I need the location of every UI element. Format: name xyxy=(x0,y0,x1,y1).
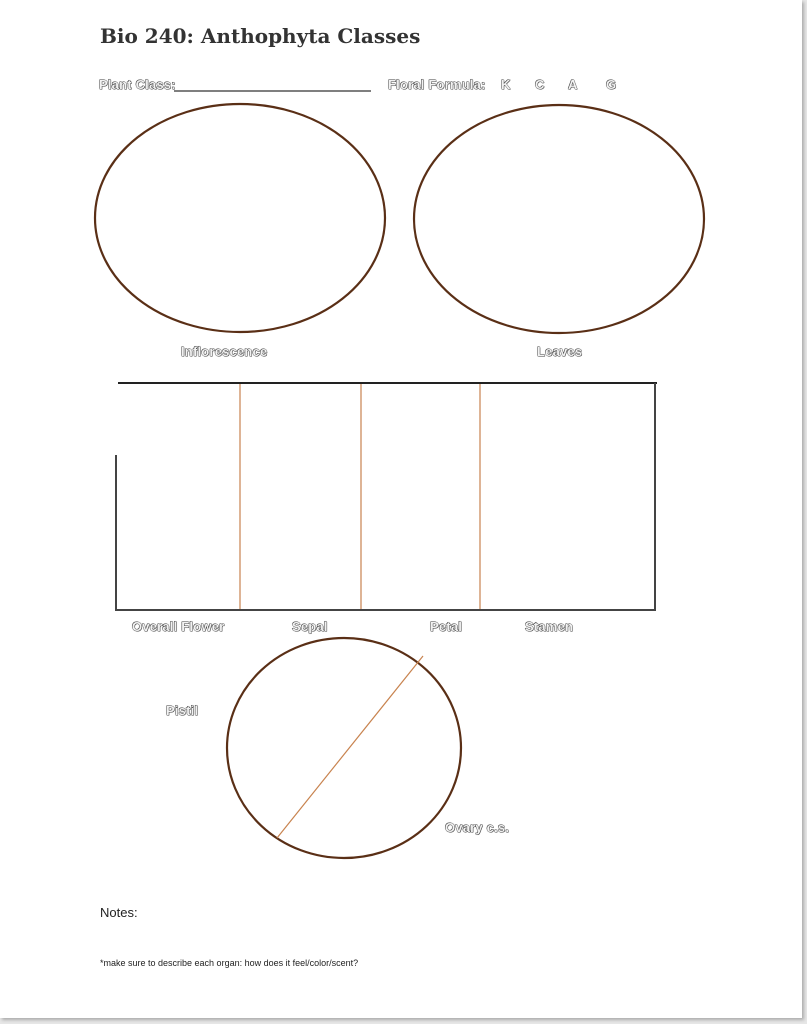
petal-label: Petal xyxy=(430,619,463,634)
formula-letter-a: A xyxy=(568,77,578,92)
formula-letter-k: K xyxy=(501,77,511,92)
inflorescence-label: Inflorescence xyxy=(181,344,268,359)
pistil-drawing-circle xyxy=(227,638,461,858)
stamen-label: Stamen xyxy=(525,619,574,634)
formula-letter-c: C xyxy=(535,77,545,92)
page-title: Bio 240: Anthophyta Classes xyxy=(100,24,421,48)
plant-class-label: Plant Class: xyxy=(99,77,176,92)
ovary-cross-section-line xyxy=(277,656,423,838)
inflorescence-drawing-circle xyxy=(95,104,385,332)
leaves-label: Leaves xyxy=(537,344,583,359)
pistil-label: Pistil xyxy=(166,703,199,718)
formula-letter-g: G xyxy=(606,77,617,92)
sepal-label: Sepal xyxy=(292,619,328,634)
footnote-text: *make sure to describe each organ: how does it feel/color/scent? xyxy=(100,958,359,968)
leaves-drawing-circle xyxy=(414,105,704,333)
overall-flower-label: Overall Flower xyxy=(132,619,225,634)
notes-label: Notes: xyxy=(100,905,138,920)
ovary-cs-label: Ovary c.s. xyxy=(445,820,510,835)
floral-formula-label: Floral Formula: xyxy=(388,77,486,92)
